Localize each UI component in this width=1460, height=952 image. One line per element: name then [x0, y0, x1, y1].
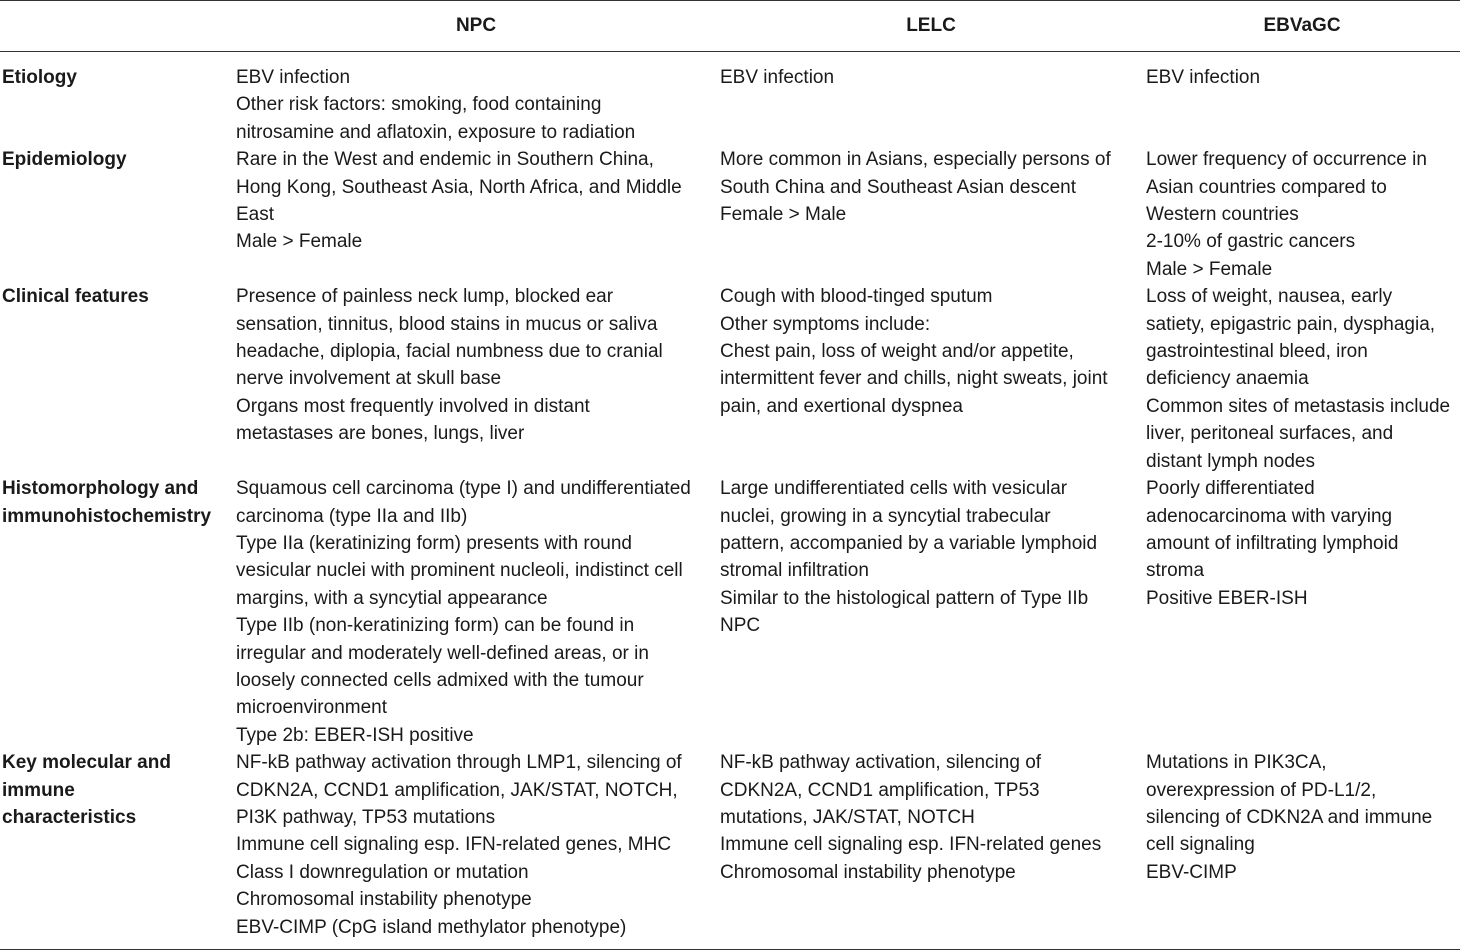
row-label [0, 52, 234, 147]
row-label [0, 475, 234, 749]
cell-lelc [718, 475, 1144, 749]
cell-line: Positive EBER-ISH [1146, 587, 1308, 609]
cell-npc [234, 283, 718, 475]
cell-line: Presence of painless neck lump, blocked ear [236, 286, 614, 308]
cell-line: nitrosamine and aflatoxin, exposure to radiation [236, 121, 636, 143]
cell-line: mutations, JAK/STAT, NOTCH [720, 806, 975, 828]
cell-line: EBV infection [1146, 67, 1261, 88]
cell-line: Male > Female [236, 231, 363, 253]
row-label-line: characteristics [2, 806, 137, 828]
cell-line: Chromosomal instability phenotype [236, 889, 532, 911]
cell-line: sensation, tinnitus, blood stains in mucus or saliva [236, 313, 658, 335]
cell-ebvagc [1144, 52, 1460, 147]
cell-line: cell signaling [1146, 834, 1255, 856]
cell-line: Rare in the West and endemic in Southern China, [236, 149, 654, 171]
cell-line: Chest pain, loss of weight and/or appetite, [720, 341, 1074, 363]
table-row-clinical-features [0, 283, 1460, 475]
cell-line: Type IIa (keratinizing form) presents with round [236, 532, 633, 554]
table-row-epidemiology [0, 146, 1460, 283]
cell-line: Similar to the histological pattern of Type IIb [720, 587, 1089, 609]
cell-line: EBV-CIMP (CpG island methylator phenotype) [236, 916, 627, 938]
cell-lelc [718, 52, 1144, 147]
cell-ebvagc [1144, 283, 1460, 475]
row-label-line: Etiology [2, 67, 77, 88]
cell-line: pattern, accompanied by a variable lymphoid [720, 532, 1098, 554]
cell-line: Immune cell signaling esp. IFN-related genes [720, 834, 1102, 856]
table-row-etiology [0, 52, 1460, 147]
cell-line: metastases are bones, lungs, liver [236, 423, 525, 445]
cell-line: Common sites of metastasis include [1146, 395, 1451, 417]
cell-line: South China and Southeast Asian descent [720, 176, 1076, 198]
cell-line: nuclei, growing in a syncytial trabecular [720, 505, 1051, 527]
cell-line: adenocarcinoma with varying [1146, 505, 1393, 527]
cell-ebvagc [1144, 146, 1460, 283]
cell-line: CDKN2A, CCND1 amplification, JAK/STAT, NOTCH, [236, 779, 678, 801]
cell-line: margins, with a syncytial appearance [236, 587, 548, 609]
cell-line: Large undifferentiated cells with vesicular [720, 478, 1068, 500]
cell-line: gastrointestinal bleed, iron [1146, 341, 1368, 363]
cell-line: NPC [720, 615, 761, 637]
cell-line: Hong Kong, Southeast Asia, North Africa, and Middle [236, 176, 682, 198]
cell-npc [234, 475, 718, 749]
cell-line: distant lymph nodes [1146, 450, 1315, 472]
cell-line: liver, peritoneal surfaces, and [1146, 423, 1394, 445]
header-cell-ebvagc: EBVaGC [1144, 1, 1460, 52]
cell-line: vesicular nuclei with prominent nucleoli, indistinct cell [236, 560, 683, 582]
cell-line: irregular and moderately well-defined areas, or in [236, 642, 649, 664]
header-cell-empty [0, 1, 234, 52]
cell-line: overexpression of PD-L1/2, [1146, 779, 1377, 801]
cell-ebvagc [1144, 749, 1460, 949]
cell-line: satiety, epigastric pain, dysphagia, [1146, 313, 1436, 335]
cell-line: Mutations in PIK3CA, [1146, 752, 1327, 774]
cell-line: NF-kB pathway activation through LMP1, silencing of [236, 752, 682, 774]
cell-line: East [236, 204, 275, 226]
cell-line: EBV infection [720, 67, 835, 88]
cell-line: Class I downregulation or mutation [236, 861, 529, 883]
row-label-line: Histomorphology and [2, 478, 199, 500]
cell-line: EBV infection [236, 67, 351, 88]
row-label-line: Clinical features [2, 286, 149, 308]
header-row [0, 1, 1460, 52]
cell-line: More common in Asians, especially persons of [720, 149, 1111, 171]
cell-line: stroma [1146, 560, 1205, 582]
cell-line: Chromosomal instability phenotype [720, 861, 1016, 883]
row-label-line: Key molecular and [2, 752, 171, 774]
row-label [0, 146, 234, 283]
table-row-histomorphology [0, 475, 1460, 749]
cell-lelc [718, 146, 1144, 283]
cell-line: deficiency anaemia [1146, 368, 1309, 390]
cell-line: intermittent fever and chills, night sweats, joint [720, 368, 1108, 390]
cell-line: Poorly differentiated [1146, 478, 1315, 500]
cell-line: pain, and exertional dyspnea [720, 395, 963, 417]
cell-line: carcinoma (type IIa and IIb) [236, 505, 468, 527]
cell-lelc [718, 749, 1144, 949]
cell-line: 2-10% of gastric cancers [1146, 231, 1356, 253]
cell-npc [234, 146, 718, 283]
cell-ebvagc [1144, 475, 1460, 749]
cell-line: headache, diplopia, facial numbness due to cranial [236, 341, 663, 363]
cell-line: Male > Female [1146, 258, 1273, 280]
cell-line: Cough with blood-tinged sputum [720, 286, 993, 308]
cell-line: nerve involvement at skull base [236, 368, 502, 390]
cell-line: Organs most frequently involved in distant [236, 395, 590, 417]
cell-line: Other symptoms include: [720, 313, 931, 335]
cell-line: Type IIb (non-keratinizing form) can be found in [236, 615, 635, 637]
cell-line: Type 2b: EBER-ISH positive [236, 724, 474, 746]
cell-line: stromal infiltration [720, 560, 869, 582]
cell-line: loosely connected cells admixed with the tumour [236, 669, 644, 691]
cell-line: Squamous cell carcinoma (type I) and undifferentiated [236, 478, 691, 500]
cell-lelc [718, 283, 1144, 475]
row-label [0, 749, 234, 949]
cell-line: Immune cell signaling esp. IFN-related genes, MHC [236, 834, 672, 856]
cell-line: Asian countries compared to [1146, 176, 1387, 198]
cell-line: CDKN2A, CCND1 amplification, TP53 [720, 779, 1040, 801]
cell-line: Western countries [1146, 204, 1299, 226]
cell-line: microenvironment [236, 697, 387, 719]
header-cell-npc: NPC [234, 1, 718, 52]
cell-line: Lower frequency of occurrence in [1146, 149, 1427, 171]
row-label-line: Epidemiology [2, 149, 127, 171]
row-label-line: immune [2, 779, 75, 801]
table-row-key-molecular [0, 749, 1460, 949]
cell-line: Loss of weight, nausea, early [1146, 286, 1393, 308]
cell-line: amount of infiltrating lymphoid [1146, 532, 1399, 554]
cell-line: PI3K pathway, TP53 mutations [236, 806, 496, 828]
row-label [0, 283, 234, 475]
cell-npc [234, 749, 718, 949]
row-label-line: immunohistochemistry [2, 505, 212, 527]
cell-line: NF-kB pathway activation, silencing of [720, 752, 1042, 774]
cell-npc [234, 52, 718, 147]
cell-line: Other risk factors: smoking, food containing [236, 94, 602, 116]
cell-line: EBV-CIMP [1146, 861, 1237, 883]
cell-line: silencing of CDKN2A and immune [1146, 806, 1433, 828]
header-cell-lelc: LELC [718, 1, 1144, 52]
cell-line: Female > Male [720, 204, 847, 226]
